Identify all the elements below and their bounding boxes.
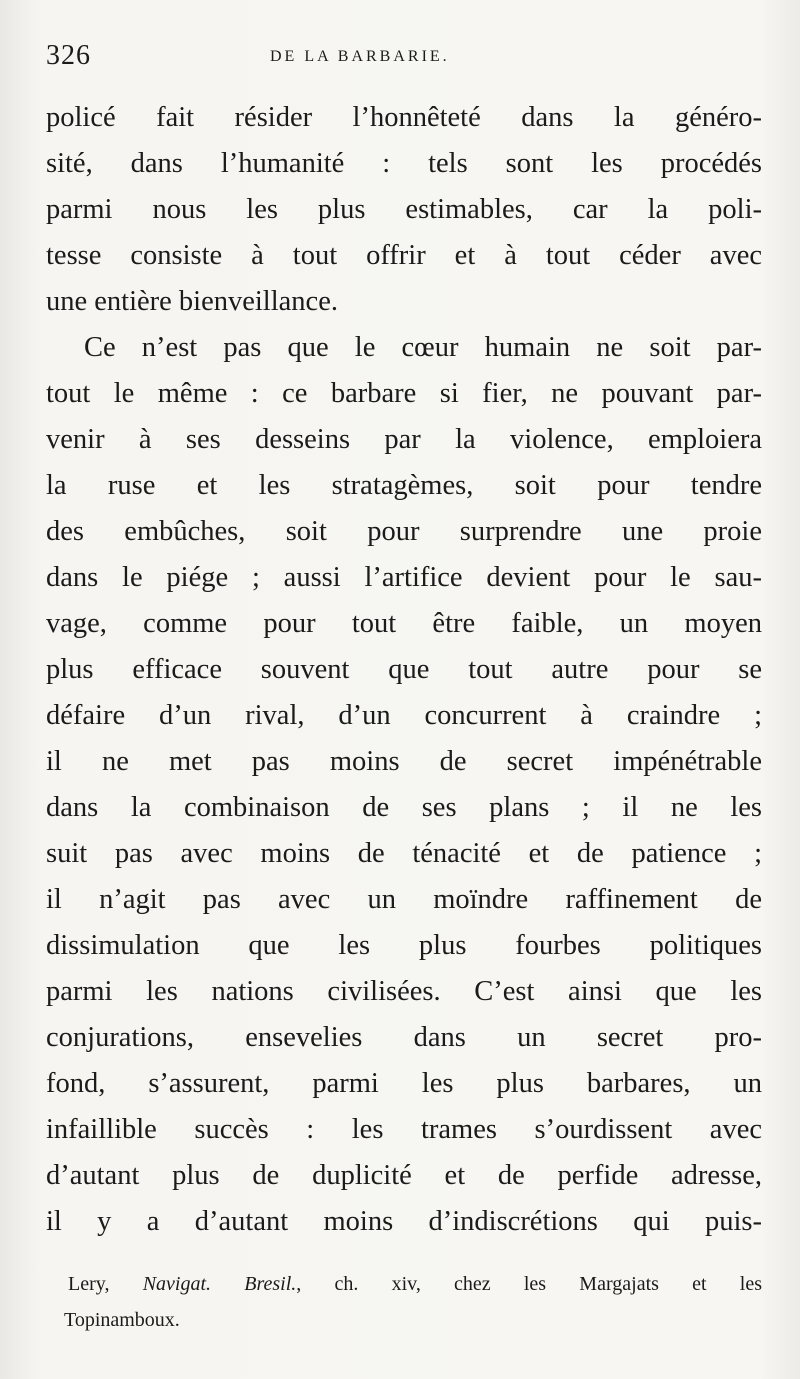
text-line: suit pas avec moins de ténacité et de patience ; xyxy=(46,838,762,869)
text-line: dans la combinaison de ses plans ; il ne les xyxy=(46,792,762,823)
text-line: dissimulation que les plus fourbes politiques xyxy=(46,930,762,961)
text-line: sité, dans l’humanité : tels sont les procédés xyxy=(46,148,762,179)
text-line: défaire d’un rival, d’un concurrent à craindre ; xyxy=(46,700,762,731)
footnote-line xyxy=(68,1266,762,1302)
text-line: tesse consiste à tout offrir et à tout céder avec xyxy=(46,240,762,271)
running-title: DE LA BARBARIE. xyxy=(270,48,450,65)
text-line: fond, s’assurent, parmi les plus barbares, un xyxy=(46,1068,762,1099)
page-header xyxy=(46,40,766,80)
text-line: la ruse et les stratagèmes, soit pour tendre xyxy=(46,470,762,501)
footnote xyxy=(64,1266,762,1338)
text-line: parmi nous les plus estimables, car la poli- xyxy=(46,194,762,225)
text-line: vage, comme pour tout être faible, un moyen xyxy=(46,608,762,639)
text-line: il n’agit pas avec un moïndre raffinement de xyxy=(46,884,762,915)
text-line: d’autant plus de duplicité et de perfide adresse, xyxy=(46,1160,762,1191)
text-line: conjurations, ensevelies dans un secret pro- xyxy=(46,1022,762,1053)
text-line: Ce n’est pas que le cœur humain ne soit par- xyxy=(84,332,762,363)
text-line: il y a d’autant moins d’indiscrétions qui puis- xyxy=(46,1206,762,1237)
footnote-line: Topinamboux. xyxy=(64,1309,180,1331)
text-line: infaillible succès : les trames s’ourdissent avec xyxy=(46,1114,762,1145)
footnote-work: Navigat. Bresil. xyxy=(142,1273,297,1295)
text-line: plus efficace souvent que tout autre pour se xyxy=(46,654,762,685)
text-line: tout le même : ce barbare si fier, ne pouvant par- xyxy=(46,378,762,409)
body-text xyxy=(46,95,762,1245)
text-line: policé fait résider l’honnêteté dans la généro- xyxy=(46,102,762,133)
footnote-author: Lery, xyxy=(68,1273,110,1295)
text-line: parmi les nations civilisées. C’est ainsi que les xyxy=(46,976,762,1007)
footnote-rest: , ch. xiv, chez les Margajats et les xyxy=(296,1273,762,1295)
text-line: une entière bienveillance. xyxy=(46,286,338,317)
text-line: des embûches, soit pour surprendre une proie xyxy=(46,516,762,547)
text-line: il ne met pas moins de secret impénétrable xyxy=(46,746,762,777)
text-line: dans le piége ; aussi l’artifice devient pour le sau- xyxy=(46,562,762,593)
page-number: 326 xyxy=(46,40,91,71)
text-line: venir à ses desseins par la violence, emploiera xyxy=(46,424,762,455)
